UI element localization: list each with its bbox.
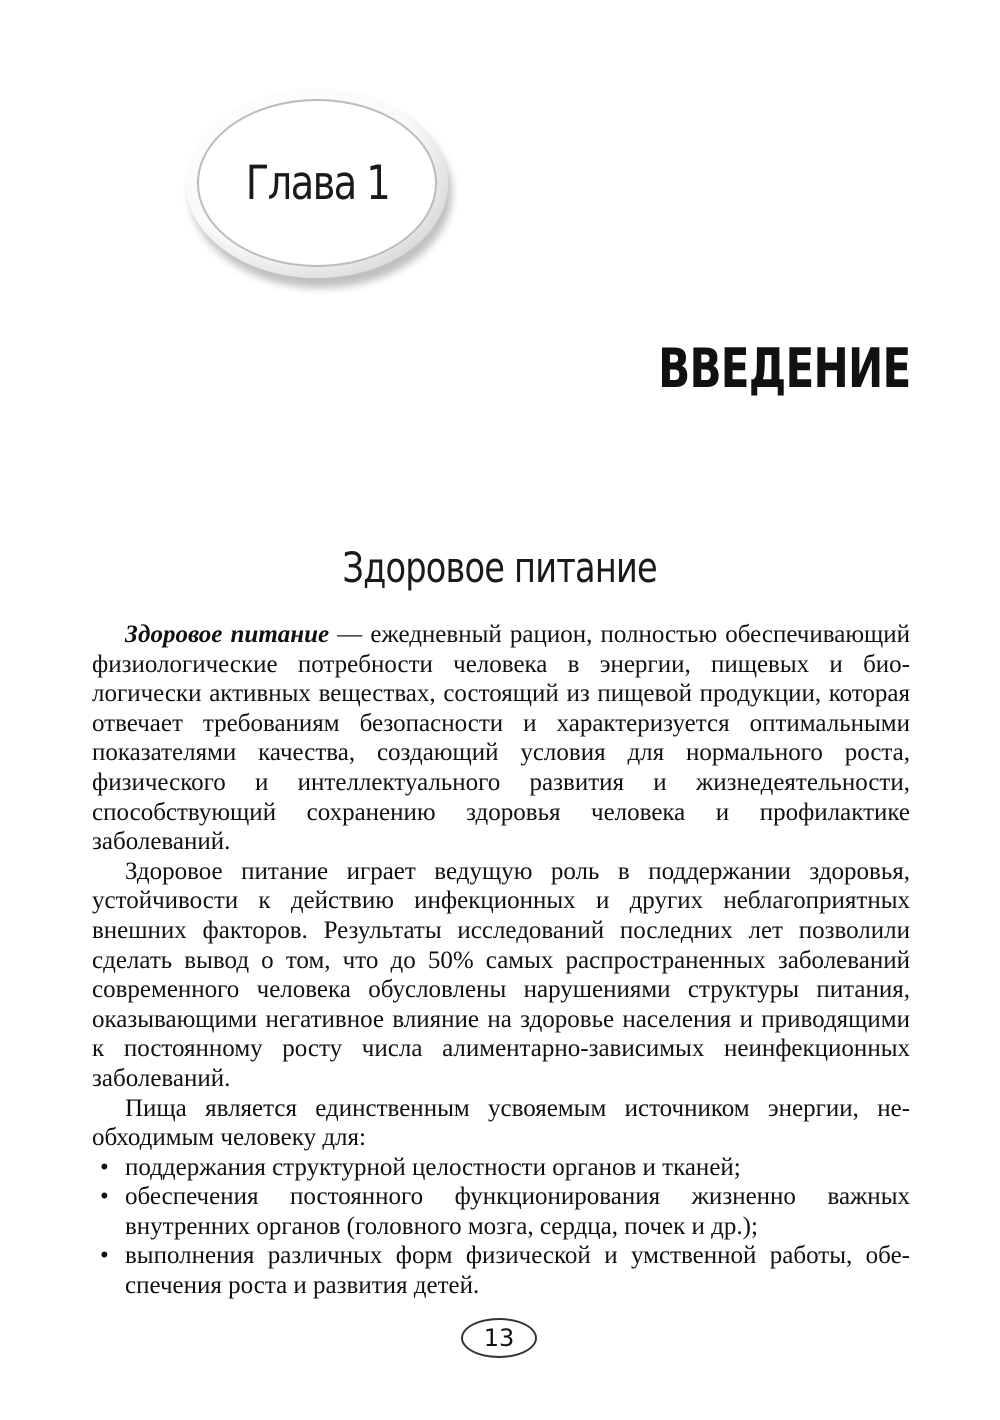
chapter-badge [186, 88, 448, 278]
paragraph-role: Здоровое питание играет ведущую роль в поддержании здоровья, устойчивости к действию инфекционных и других неблагоприятных внешних факторов. Результаты исследований последних лет позволили сделать вывод о том, что до 50% самых распространенных заболеваний современного человека обусловлены нарушениями структуры питания, оказывающими негативное влияние на здоровье населения и приводящими к постоянному росту числа алиментарно-зависимых неинфекционных заболеваний. [92, 857, 910, 1092]
bullet-icon: • [100, 1242, 109, 1270]
definition-text: — ежедневный рацион, полностью обеспечивающий физиологические потребности человека в энергии, пищевых и биологически активных веществах, состоящий из пищевой продукции, которая отвечает требованиям безопасности и характеризуется оптимальными показателями качества, создающий условия для нормального роста, физического и интеллектуального развития и жизнедеятельности, способствующий сохранению здоровья человека и профилактике заболеваний. [92, 621, 911, 856]
list-item [92, 1182, 910, 1241]
section-title: ВВЕДЕНИЕ [657, 337, 910, 400]
list-item [92, 1241, 910, 1300]
chapter-label: Глава 1 [245, 155, 389, 211]
subsection-title [0, 543, 1000, 592]
paragraph-energy: Пища является единственным усвояемым источником энергии, необходимым человеку для: [92, 1094, 910, 1152]
bullet-list [92, 1153, 910, 1301]
chapter-badge-inner [197, 99, 437, 267]
subsection-title-text: Здоровое питание [342, 543, 658, 592]
bullet-icon: • [100, 1183, 109, 1211]
paragraph-definition [92, 620, 910, 857]
bullet-icon: • [100, 1153, 109, 1181]
defined-term: Здоровое питание [125, 621, 330, 648]
list-item-text: поддержания структурной целостности органов и тканей; [125, 1153, 741, 1181]
list-item [92, 1153, 910, 1183]
list-item-text: обеспечения постоянного функционирования жизненно важных внутренних органов (головного мозга, сердца, почек и др.); [125, 1183, 910, 1240]
body-text [92, 620, 910, 1301]
page-number: 13 [461, 1318, 537, 1358]
list-item-text: выполнения различных форм физической и умственной работы, обеспечения роста и развития детей. [125, 1242, 910, 1300]
